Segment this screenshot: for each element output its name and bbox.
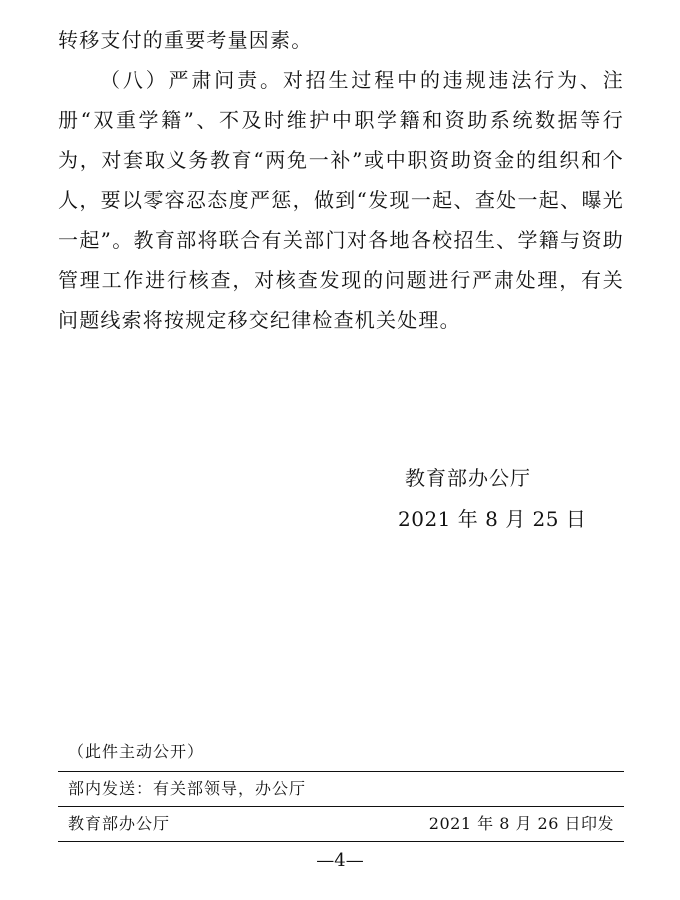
- distribution-line: 部内发送：有关部领导，办公厅: [68, 779, 307, 798]
- issuing-office: 教育部办公厅: [68, 814, 171, 833]
- divider-line: [58, 806, 624, 807]
- divider-line: [58, 771, 624, 772]
- print-date: 2021 年 8 月 26 日印发: [428, 814, 614, 833]
- signature-organization: 教育部办公厅: [405, 466, 531, 490]
- page-number: —4—: [316, 850, 364, 871]
- divider-line: [58, 841, 624, 842]
- section-8-paragraph: （八）严肃问责。对招生过程中的违规违法行为、注册“双重学籍”、不及时维护中职学籍和资助系统数据等行为，对套取义务教育“两免一补”或中职资助资金的组织和个人，要以零容忍态度严惩，做到“发现一起、查处一起、曝光一起”。教育部将联合有关部门对各地各校招生、学籍与资助管理工作进行核查，对核查发现的问题进行严肃处理，有关问题线索将按规定移交纪律检查机关处理。: [58, 68, 624, 332]
- signature-date: 2021 年 8 月 25 日: [398, 507, 587, 531]
- body-text-line: 转移支付的重要考量因素。: [58, 28, 313, 52]
- disclosure-note: （此件主动公开）: [68, 742, 205, 761]
